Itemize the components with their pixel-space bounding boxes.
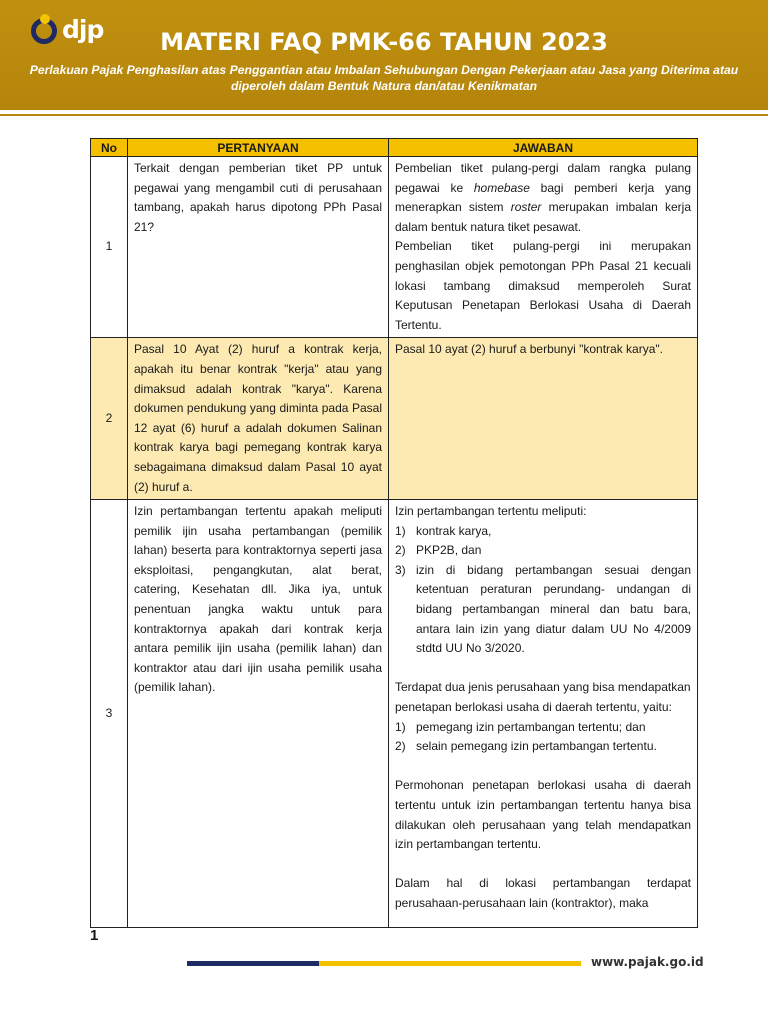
faq-table [90,138,698,928]
list-item: 1) kontrak karya, [395,523,492,538]
header-answer: JAWABAN [389,139,698,157]
answer-paragraph: Dalam hal di lokasi pertambangan terdapat perusahaan-perusahaan lain (kontraktor), maka [395,876,691,910]
header-question: PERTANYAAN [128,139,389,157]
list-item: 1) pemegang izin pertambangan tertentu; dan [395,719,646,734]
footer-bar-gold [319,961,581,966]
footer-bar-navy [187,961,319,966]
answer-paragraph: Permohonan penetapan berlokasi usaha di daerah tertentu untuk izin pertambangan tertentu hanya bisa dilakukan oleh perusahaan yang telah mendapatkan izin pertambangan tertentu. [395,778,691,852]
answer-paragraph: Terdapat dua jenis perusahaan yang bisa mendapatkan penetapan berlokasi usaha di daerah tertentu, yaitu: [395,680,691,715]
list-item: 2) PKP2B, dan [395,543,482,558]
list-item: 2) selain pemegang izin pertambangan tertentu. [395,739,657,754]
table-row [91,157,698,338]
answer-cell [389,500,698,928]
page-number: 1 [90,927,99,944]
row-number: 3 [91,500,128,928]
question-cell: Izin pertambangan tertentu apakah meliputi pemilik ijin usaha pertambangan (pemilik lahan) beserta para kontraktornya seperti jasa eksploitasi, pengangkutan, alat berat, catering, Kesehatan dll. Jika iya, untuk penentuan jangka waktu untuk para kontraktornya apakah dari kontrak kerja antara pemilik ijin usaha (pemilik lahan) dan kontraktor atau dari ijin usaha pemilik usaha (pemilik lahan). [128,500,389,928]
table-header-row [91,139,698,157]
logo-text: djp [62,14,104,44]
row-number: 2 [91,338,128,500]
footer-url[interactable]: www.pajak.go.id [591,955,704,969]
header-divider [0,114,768,116]
page-subtitle: Perlakuan Pajak Penghasilan atas Penggantian atau Imbalan Sehubungan Dengan Pekerjaan atau Jasa yang Diterima atau diperoleh dalam Bentuk Natura dan/atau Kenikmatan [29,63,739,93]
list-item: 3) izin di bidang pertambangan sesuai dengan ketentuan peraturan perundang- undangan di bidang pertambangan mineral dan batu bara, antara lain izin yang diatur dalam UU No 4/2009 stdtd UU No 3/2020. [395,562,691,656]
question-cell: Terkait dengan pemberian tiket PP untuk pegawai yang mengambil cuti di perusahaan tambang, apakah harus dipotong PPh Pasal 21? [128,157,389,338]
numbered-list [395,718,691,757]
answer-paragraph: Pembelian tiket pulang-pergi dalam rangka pulang pegawai ke homebase bagi pemberi kerja yang menerapkan sistem roster merupakan imbalan kerja dalam bentuk natura tiket pesawat. [395,161,692,234]
answer-paragraph: Pembelian tiket pulang-pergi ini merupakan penghasilan objek pemotongan PPh Pasal 21 kecuali lokasi tambang dimaksud memperoleh Surat Keputusan Penetapan Berlokasi Usaha di Daerah Tertentu. [395,239,691,332]
question-cell: Pasal 10 Ayat (2) huruf a kontrak kerja, apakah itu benar kontrak "kerja" atau yang dimaksud adalah kontrak "karya". Karena dokumen pendukung yang diminta pada Pasal 12 ayat (6) huruf a adalah dokumen Salinan kontrak karya bagi pemegang kontrak karya sebagaimana dimaksud dalam Pasal 10 ayat (2) huruf a. [128,338,389,500]
row-number: 1 [91,157,128,338]
table-row [91,500,698,928]
answer-cell [389,157,698,338]
answer-cell: Pasal 10 ayat (2) huruf a berbunyi "kontrak karya". [389,338,698,500]
answer-intro: Izin pertambangan tertentu meliputi: [395,504,587,519]
header-no: No [91,139,128,157]
header-banner [0,0,768,110]
table-row [91,338,698,500]
page-title: MATERI FAQ PMK-66 TAHUN 2023 [160,28,608,56]
numbered-list [395,522,691,659]
